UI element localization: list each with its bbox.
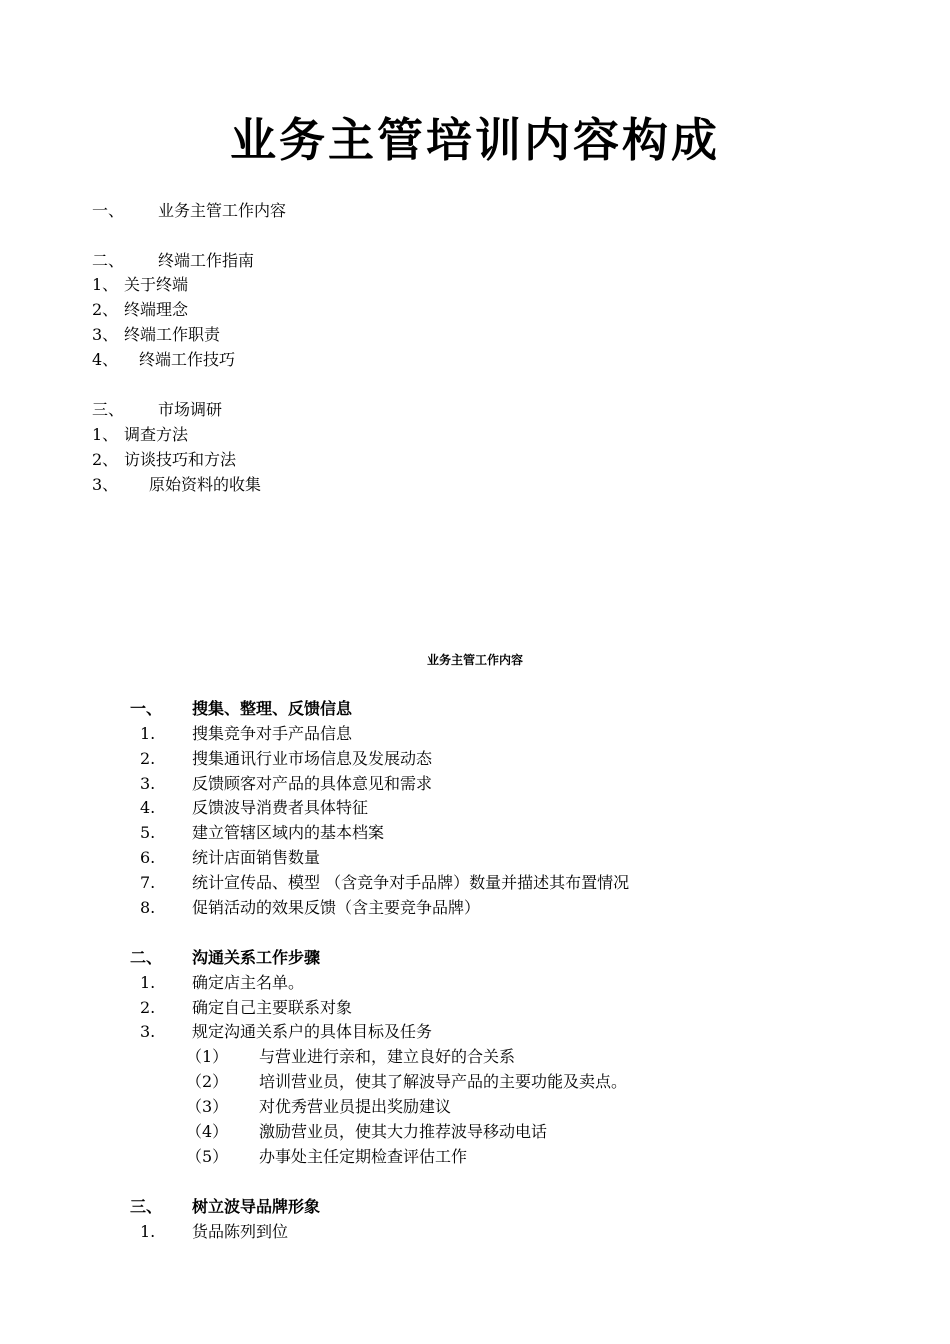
- section-heading: 搜集、整理、反馈信息: [192, 699, 353, 718]
- outline-s2-text: 终端工作指南: [158, 251, 255, 270]
- outline-s3-item-num: 2、: [92, 450, 119, 469]
- subitem-text: 与营业进行亲和，建立良好的合关系: [259, 1047, 516, 1066]
- subitem-text: 培训营业员，使其了解波导产品的主要功能及卖点。: [259, 1072, 628, 1091]
- section-heading: 树立波导品牌形象: [192, 1197, 321, 1216]
- item-text: 确定自己主要联系对象: [192, 998, 353, 1017]
- item-text: 规定沟通关系户的具体目标及任务: [192, 1022, 433, 1041]
- item-number: 6.: [140, 848, 156, 867]
- section-number: 三、: [130, 1197, 163, 1216]
- outline-s2-item-num: 4、: [92, 350, 119, 369]
- outline-s3-item-text: 调查方法: [124, 425, 189, 444]
- subitem-number: （1）: [186, 1047, 229, 1066]
- subitem-text: 办事处主任定期检查评估工作: [259, 1147, 468, 1166]
- section-number: 二、: [130, 948, 163, 967]
- item-number: 1.: [140, 973, 156, 992]
- outline-s1-text: 业务主管工作内容: [158, 201, 287, 220]
- subitem-number: （3）: [186, 1097, 229, 1116]
- item-text: 促销活动的效果反馈（含主要竞争品牌）: [192, 898, 481, 917]
- outline-s2-item-text: 终端理念: [124, 300, 189, 319]
- item-number: 2.: [140, 749, 156, 768]
- outline-s2-item-text: 终端工作职责: [124, 325, 221, 344]
- outline-s3-item-text: 原始资料的收集: [149, 475, 262, 494]
- outline-s3-text: 市场调研: [158, 400, 223, 419]
- outline-s3-item-text: 访谈技巧和方法: [124, 450, 237, 469]
- document-title: 业务主管培训内容构成: [230, 113, 720, 167]
- outline-s3-item-num: 1、: [92, 425, 119, 444]
- subitem-text: 激励营业员，使其大力推荐波导移动电话: [259, 1122, 548, 1141]
- outline-s3-num: 三、: [92, 400, 125, 419]
- item-number: 7.: [140, 873, 156, 892]
- item-number: 1.: [140, 1222, 156, 1241]
- item-number: 4.: [140, 798, 156, 817]
- subitem-number: （2）: [186, 1072, 229, 1091]
- item-number: 3.: [140, 774, 156, 793]
- section-heading: 沟通关系工作步骤: [192, 948, 321, 967]
- item-text: 建立管辖区域内的基本档案: [192, 823, 385, 842]
- item-text: 搜集通讯行业市场信息及发展动态: [192, 749, 433, 768]
- outline-s3-item-num: 3、: [92, 475, 119, 494]
- outline-s2-item-num: 3、: [92, 325, 119, 344]
- item-text: 搜集竞争对手产品信息: [192, 724, 353, 743]
- detail-title: 业务主管工作内容: [426, 653, 523, 667]
- item-number: 5.: [140, 823, 156, 842]
- subitem-number: （4）: [186, 1122, 229, 1141]
- outline-s2-item-text: 关于终端: [124, 275, 189, 294]
- subitem-number: （5）: [186, 1147, 229, 1166]
- item-number: 2.: [140, 998, 156, 1017]
- item-text: 货品陈列到位: [192, 1222, 289, 1241]
- outline-s2-item-num: 2、: [92, 300, 119, 319]
- item-text: 反馈波导消费者具体特征: [192, 798, 369, 817]
- item-text: 确定店主名单。: [192, 973, 305, 992]
- item-number: 1.: [140, 724, 156, 743]
- subitem-text: 对优秀营业员提出奖励建议: [259, 1097, 452, 1116]
- item-number: 3.: [140, 1022, 156, 1041]
- outline-s2-item-num: 1、: [92, 275, 119, 294]
- outline-s2-num: 二、: [92, 251, 125, 270]
- item-text: 统计店面销售数量: [192, 848, 321, 867]
- section-number: 一、: [130, 699, 163, 718]
- item-text: 反馈顾客对产品的具体意见和需求: [192, 774, 433, 793]
- item-number: 8.: [140, 898, 156, 917]
- item-text: 统计宣传品、模型 （含竞争对手品牌）数量并描述其布置情况: [192, 873, 630, 892]
- outline-s1-num: 一、: [92, 201, 125, 220]
- outline-s2-item-text: 终端工作技巧: [139, 350, 236, 369]
